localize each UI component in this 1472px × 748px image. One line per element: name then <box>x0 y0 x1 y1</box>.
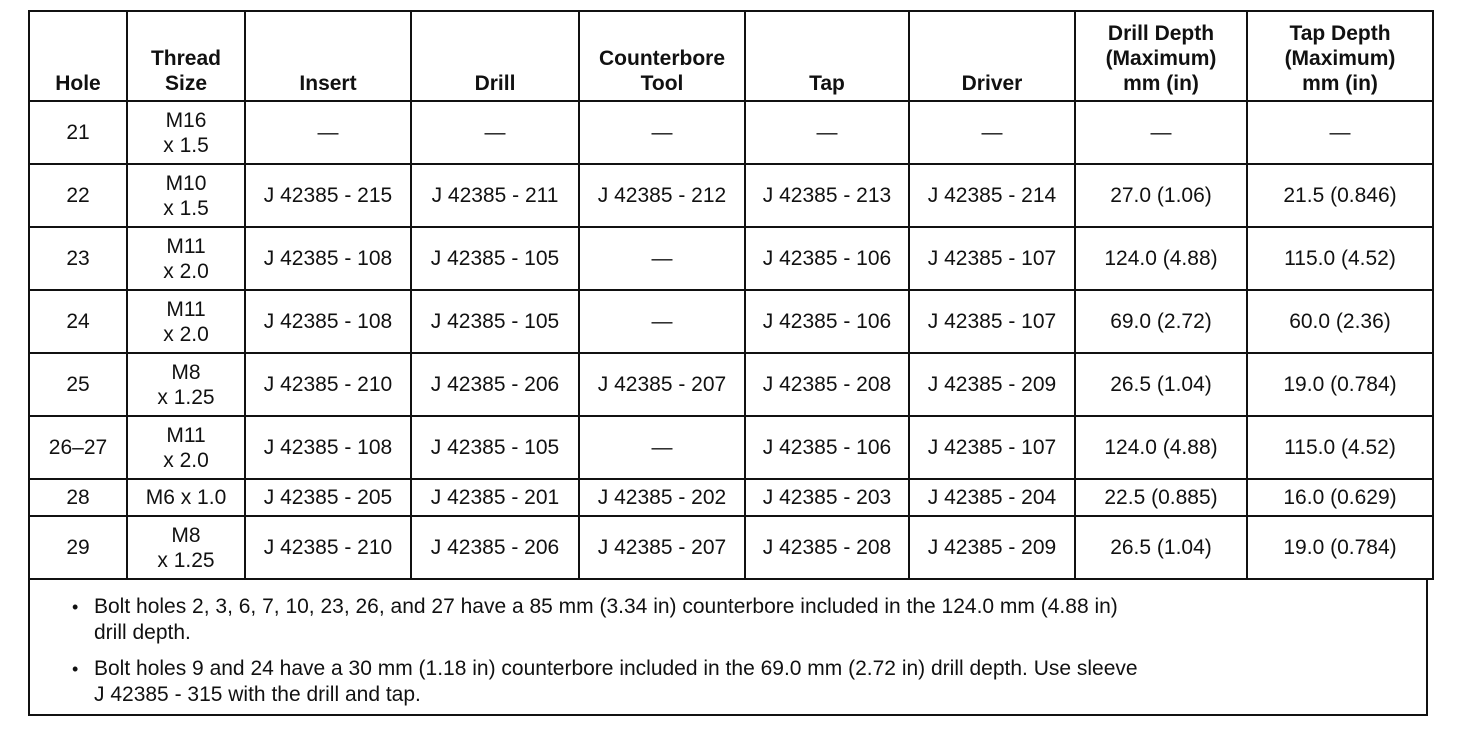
cell-drill: J 42385 - 211 <box>411 164 579 227</box>
cell-drill-depth: 26.5 (1.04) <box>1075 516 1247 579</box>
thread-size-line: x 1.5 <box>163 133 209 157</box>
cell-driver: J 42385 - 209 <box>909 516 1075 579</box>
column-header-counterbore-tool <box>579 11 745 101</box>
cell-driver: J 42385 - 209 <box>909 353 1075 416</box>
cell-counterbore: J 42385 - 207 <box>579 353 745 416</box>
thread-size-line: x 1.25 <box>157 548 215 572</box>
thread-size-line: M6 x 1.0 <box>145 486 227 509</box>
column-header-hole <box>29 11 127 101</box>
header-text-line: mm (in) <box>1302 72 1378 95</box>
cell-thread <box>127 101 245 164</box>
cell-drill-depth: 124.0 (4.88) <box>1075 227 1247 290</box>
cell-driver: J 42385 - 204 <box>909 479 1075 516</box>
cell-driver: J 42385 - 107 <box>909 227 1075 290</box>
thread-size-line: M16 <box>165 108 207 132</box>
table-header-row <box>29 11 1433 101</box>
cell-tap-depth: 115.0 (4.52) <box>1247 227 1433 290</box>
header-text-line: Drill <box>474 72 516 95</box>
column-header-drill <box>411 11 579 101</box>
header-text-line: (Maximum) <box>1284 47 1396 70</box>
cell-hole: 23 <box>29 227 127 290</box>
cell-drill: J 42385 - 105 <box>411 416 579 479</box>
cell-drill-depth: 27.0 (1.06) <box>1075 164 1247 227</box>
cell-tap: J 42385 - 213 <box>745 164 909 227</box>
cell-counterbore: — <box>579 290 745 353</box>
cell-insert: J 42385 - 215 <box>245 164 411 227</box>
cell-tap: — <box>745 101 909 164</box>
note-text-line: Bolt holes 9 and 24 have a 30 mm (1.18 in) counterbore included in the 69.0 mm (2.72 in) drill depth. Use sleeve <box>94 657 1138 680</box>
header-text-line: Tool <box>640 72 684 95</box>
thread-size-line: M10 <box>165 171 207 195</box>
column-header-tap <box>745 11 909 101</box>
cell-driver: J 42385 - 107 <box>909 416 1075 479</box>
cell-thread <box>127 479 245 516</box>
cell-drill-depth: 26.5 (1.04) <box>1075 353 1247 416</box>
cell-counterbore: — <box>579 101 745 164</box>
header-text-line: Tap <box>809 72 845 95</box>
cell-tap-depth: — <box>1247 101 1433 164</box>
cell-hole: 25 <box>29 353 127 416</box>
note-item <box>66 656 1416 708</box>
header-text-line: mm (in) <box>1123 72 1199 95</box>
cell-drill-depth: 124.0 (4.88) <box>1075 416 1247 479</box>
cell-tap-depth: 16.0 (0.629) <box>1247 479 1433 516</box>
cell-drill: J 42385 - 201 <box>411 479 579 516</box>
note-text-line: J 42385 - 315 with the drill and tap. <box>94 683 421 706</box>
header-text-line: Hole <box>55 72 101 95</box>
thread-size-line: x 2.0 <box>163 448 209 472</box>
cell-drill: J 42385 - 105 <box>411 227 579 290</box>
cell-thread <box>127 164 245 227</box>
cell-tap-depth: 21.5 (0.846) <box>1247 164 1433 227</box>
cell-tap: J 42385 - 203 <box>745 479 909 516</box>
thread-size-line: x 2.0 <box>163 322 209 346</box>
table-row <box>29 290 1433 353</box>
cell-counterbore: J 42385 - 212 <box>579 164 745 227</box>
cell-tap-depth: 19.0 (0.784) <box>1247 353 1433 416</box>
cell-tap: J 42385 - 208 <box>745 353 909 416</box>
specification-table <box>28 10 1434 580</box>
cell-thread <box>127 416 245 479</box>
table-row <box>29 227 1433 290</box>
thread-size-line: x 1.25 <box>157 385 215 409</box>
header-text-line: Thread <box>150 47 221 70</box>
thread-size-line: M11 <box>166 297 206 321</box>
thread-size-line: M11 <box>166 423 206 447</box>
cell-thread <box>127 353 245 416</box>
table-row <box>29 479 1433 516</box>
cell-tap: J 42385 - 208 <box>745 516 909 579</box>
column-header-drill-depth <box>1075 11 1247 101</box>
cell-insert: J 42385 - 210 <box>245 353 411 416</box>
thread-size-line: M11 <box>166 234 206 258</box>
header-text-line: (Maximum) <box>1105 47 1217 70</box>
cell-drill: — <box>411 101 579 164</box>
note-item <box>66 594 1416 646</box>
thread-size-line: M8 <box>171 360 201 384</box>
cell-tap: J 42385 - 106 <box>745 290 909 353</box>
document-page <box>28 10 1432 716</box>
header-text-line: Tap Depth <box>1289 22 1391 45</box>
note-text-line: Bolt holes 2, 3, 6, 7, 10, 23, 26, and 27 have a 85 mm (3.34 in) counterbore included in the 124.0 mm (4.88 in) <box>94 595 1118 618</box>
bullet-icon: • <box>72 659 79 679</box>
cell-drill: J 42385 - 105 <box>411 290 579 353</box>
cell-tap: J 42385 - 106 <box>745 416 909 479</box>
header-text-line: Counterbore <box>599 47 725 70</box>
note-text-line: drill depth. <box>94 621 191 644</box>
header-text-line: Drill Depth <box>1107 22 1215 45</box>
cell-driver: J 42385 - 107 <box>909 290 1075 353</box>
cell-tap: J 42385 - 106 <box>745 227 909 290</box>
column-header-tap-depth <box>1247 11 1433 101</box>
cell-hole: 26–27 <box>29 416 127 479</box>
column-header-driver <box>909 11 1075 101</box>
cell-insert: J 42385 - 205 <box>245 479 411 516</box>
cell-insert: — <box>245 101 411 164</box>
cell-hole: 29 <box>29 516 127 579</box>
notes-box <box>28 580 1428 716</box>
thread-size-line: x 1.5 <box>163 196 209 220</box>
table-row <box>29 353 1433 416</box>
cell-thread <box>127 227 245 290</box>
table-row <box>29 101 1433 164</box>
cell-hole: 22 <box>29 164 127 227</box>
cell-insert: J 42385 - 108 <box>245 290 411 353</box>
cell-counterbore: — <box>579 416 745 479</box>
column-header-insert <box>245 11 411 101</box>
cell-insert: J 42385 - 210 <box>245 516 411 579</box>
header-text-line: Driver <box>961 72 1023 95</box>
cell-hole: 28 <box>29 479 127 516</box>
table-row <box>29 516 1433 579</box>
cell-thread <box>127 290 245 353</box>
header-text-line: Size <box>164 72 208 95</box>
cell-drill: J 42385 - 206 <box>411 353 579 416</box>
cell-driver: J 42385 - 214 <box>909 164 1075 227</box>
cell-tap-depth: 19.0 (0.784) <box>1247 516 1433 579</box>
cell-insert: J 42385 - 108 <box>245 416 411 479</box>
cell-tap-depth: 115.0 (4.52) <box>1247 416 1433 479</box>
cell-thread <box>127 516 245 579</box>
cell-driver: — <box>909 101 1075 164</box>
cell-insert: J 42385 - 108 <box>245 227 411 290</box>
table-row <box>29 416 1433 479</box>
cell-counterbore: — <box>579 227 745 290</box>
bullet-icon: • <box>72 597 79 617</box>
cell-tap-depth: 60.0 (2.36) <box>1247 290 1433 353</box>
thread-size-line: M8 <box>171 523 201 547</box>
thread-size-line: x 2.0 <box>163 259 209 283</box>
cell-counterbore: J 42385 - 207 <box>579 516 745 579</box>
cell-counterbore: J 42385 - 202 <box>579 479 745 516</box>
cell-hole: 24 <box>29 290 127 353</box>
table-body <box>29 101 1433 579</box>
header-text-line: Insert <box>299 72 357 95</box>
cell-drill-depth: 69.0 (2.72) <box>1075 290 1247 353</box>
cell-drill-depth: 22.5 (0.885) <box>1075 479 1247 516</box>
cell-drill-depth: — <box>1075 101 1247 164</box>
cell-drill: J 42385 - 206 <box>411 516 579 579</box>
column-header-thread-size <box>127 11 245 101</box>
table-row <box>29 164 1433 227</box>
cell-hole: 21 <box>29 101 127 164</box>
